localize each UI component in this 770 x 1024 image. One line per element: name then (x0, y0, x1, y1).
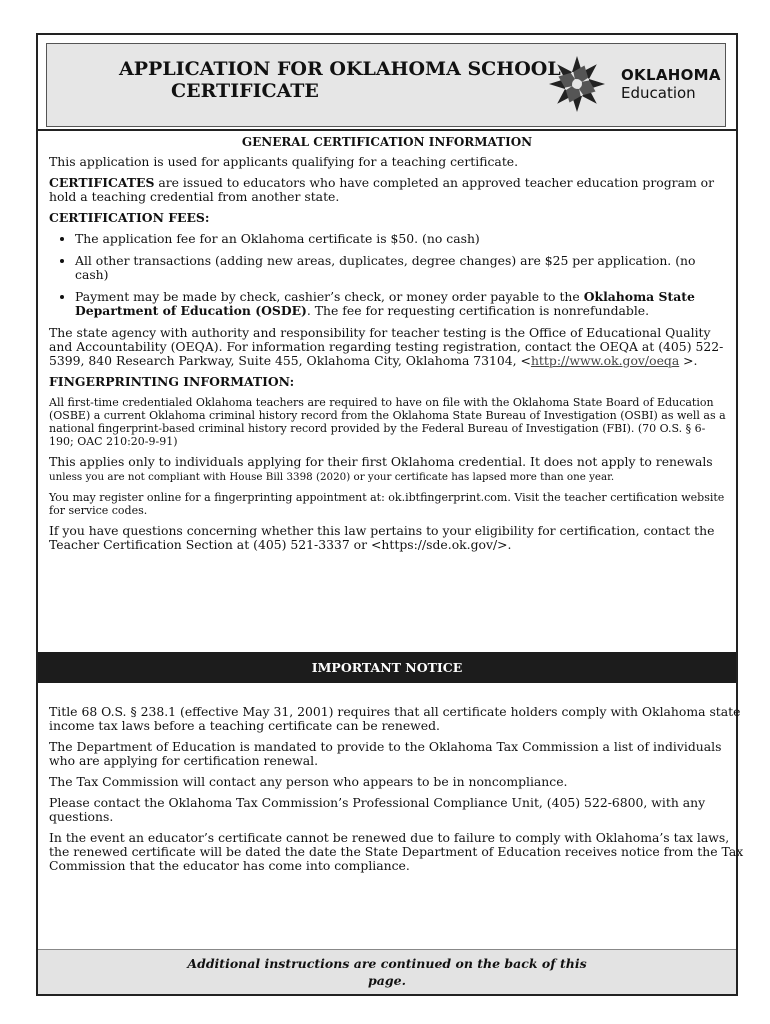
logo-wordmark (621, 66, 721, 102)
fee3-osde: Oklahoma State Department of Education (OSDE) (75, 289, 695, 318)
fingerprinting-para-3: You may register online for a fingerprinting appointment at: ok.ibtfingerprint.com. Visit the teacher certification website for service codes. (49, 491, 725, 517)
fee-item-other: • All other transactions (adding new areas, duplicates, degree changes) are $25 per application. (no cash) (75, 254, 726, 282)
fee3-pre: Payment may be made by check, cashier’s check, or money order payable to the (75, 289, 584, 304)
title-line-2: CERTIFICATE (171, 80, 319, 102)
testing-end: >. (679, 353, 698, 368)
fingerprinting-para-2 (49, 455, 726, 484)
general-heading: GENERAL CERTIFICATION INFORMATION (241, 135, 533, 149)
testing-text (49, 326, 726, 368)
oklahoma-star-logo-icon (547, 54, 607, 114)
fingerprinting-heading (49, 375, 726, 389)
notice-para-2: The Department of Education is mandated to provide to the Oklahoma Tax Commission a list of individuals who are applying for certification renewal. (49, 739, 722, 768)
certificates-label: CERTIFICATES (49, 175, 155, 190)
para2-small: unless you are not compliant with House Bill 3398 (2020) or your certificate has lapsed more than one year. (49, 471, 615, 483)
form-header (46, 43, 726, 127)
certificates-desc: are issued to educators who have completed an approved teacher education program or hold a teaching credential from another state. (49, 175, 715, 204)
fee-item-payment (75, 290, 726, 318)
important-notice-bar: IMPORTANT NOTICE (38, 652, 736, 683)
certificates-text (49, 176, 726, 204)
fees-heading-label: CERTIFICATION FEES: (49, 210, 210, 225)
title-line-1: APPLICATION FOR OKLAHOMA SCHOOL (119, 58, 561, 80)
notice-para-4: Please contact the Oklahoma Tax Commission’s Professional Compliance Unit, (405) 522-6800, with any questions. (49, 795, 706, 824)
notice-para-3: The Tax Commission will contact any person who appears to be in noncompliance. (49, 774, 568, 789)
general-section (38, 129, 736, 559)
fees-list (49, 232, 726, 318)
fee-item-application: • The application fee for an Oklahoma certificate is $50. (no cash) (75, 232, 726, 246)
footer-note (38, 949, 736, 994)
application-form (36, 33, 744, 996)
notice-para-1: Title 68 O.S. § 238.1 (effective May 31, 2001) requires that all certificate holders comply with Oklahoma state income tax laws before a teaching certificate can be renewed. (49, 704, 741, 733)
fingerprinting-para-4: If you have questions concerning whether this law pertains to your eligibility for certification, contact the Teacher Certification Section at (405) 521-3337 or <https://sde.ok.gov/>. (49, 523, 715, 552)
footer-line-1: Additional instructions are continued on the back of this (187, 956, 587, 971)
footer-line-2: page. (368, 973, 406, 988)
fee3-post: . The fee for requesting certification is nonrefundable. (306, 303, 650, 318)
oeqa-link[interactable]: http://www.ok.gov/oeqa (530, 353, 680, 368)
intro-text: This application is used for applicants qualifying for a teaching certificate. (49, 154, 519, 169)
fees-heading (49, 211, 726, 225)
notice-para-5: In the event an educator’s certificate cannot be renewed due to failure to comply with Oklahoma’s tax laws, the renewed certificate will be dated the date the State Department of Education receives notice from the Tax Commission that the educator has come into compliance. (49, 830, 744, 873)
para2-main: This applies only to individuals applying for their first Oklahoma credential. It does not apply to renewals (49, 454, 713, 469)
notice-section (38, 705, 757, 880)
logo-education: Education (621, 84, 696, 102)
fingerprinting-heading-label: FINGERPRINTING INFORMATION: (49, 374, 295, 389)
fingerprinting-para-1: All first-time credentialed Oklahoma teachers are required to have on file with the Oklahoma State Board of Education (OSBE) a current Oklahoma criminal history record from the Oklahoma State Bureau of Investigation (OSBI) as well as a national fingerprint-based criminal history record provided by the Federal Bureau of Investigation (FBI). (70 O.S. § 6-190; OAC 210:20-9-91) (49, 396, 726, 448)
form-title (119, 58, 561, 102)
testing-body: The state agency with authority and responsibility for teacher testing is the Office of Educational Quality and Accountability (OEQA). For information regarding testing registration, contact the OEQA at (405) 522-5399, 840 Research Parkway, Suite 455, Oklahoma City, Oklahoma 73104, < (49, 325, 724, 368)
logo-oklahoma: OKLAHOMA (621, 66, 721, 84)
